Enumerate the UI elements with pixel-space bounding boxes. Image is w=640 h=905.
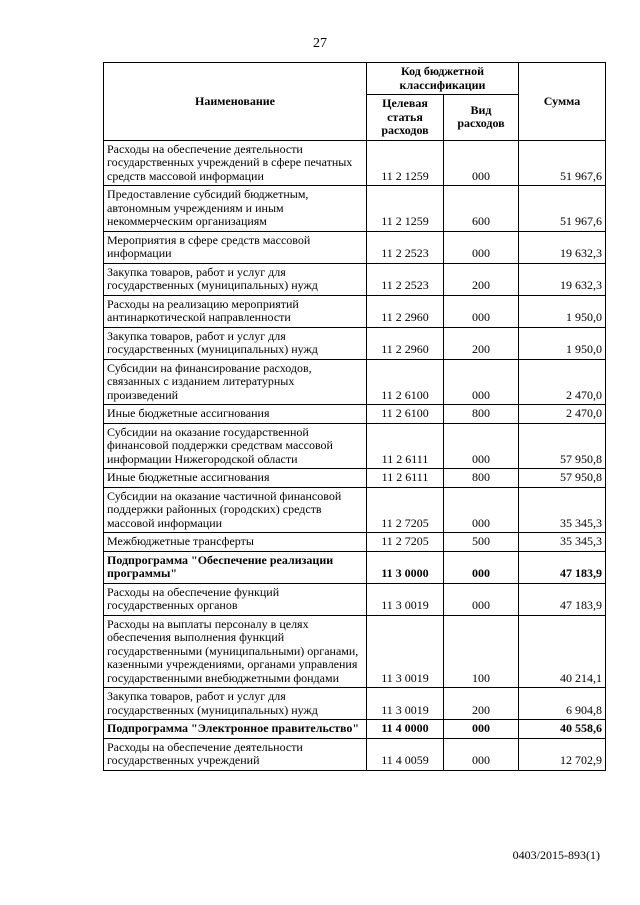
row-sum: 35 345,3 — [519, 533, 606, 552]
row-name: Иные бюджетные ассигнования — [104, 469, 367, 488]
row-sum: 1 950,0 — [519, 327, 606, 359]
row-expense-type: 000 — [444, 551, 519, 583]
row-target-code: 11 2 1259 — [367, 186, 444, 232]
row-sum: 1 950,0 — [519, 295, 606, 327]
header-name: Наименование — [104, 63, 367, 141]
row-target-code: 11 2 2523 — [367, 231, 444, 263]
row-expense-type: 500 — [444, 533, 519, 552]
row-expense-type: 000 — [444, 487, 519, 533]
row-target-code: 11 2 7205 — [367, 533, 444, 552]
row-name: Расходы на обеспечение деятельности государственных учреждений в сфере печатных средств массовой информации — [104, 140, 367, 186]
table-row — [104, 263, 606, 295]
row-sum: 57 950,8 — [519, 423, 606, 469]
table-row — [104, 140, 606, 186]
budget-table — [103, 62, 606, 771]
row-name: Субсидии на оказание государственной финансовой поддержки средствам массовой информации Нижегородской области — [104, 423, 367, 469]
row-expense-type: 000 — [444, 720, 519, 739]
row-expense-type: 800 — [444, 405, 519, 424]
row-expense-type: 000 — [444, 583, 519, 615]
row-name: Подпрограмма "Электронное правительство" — [104, 720, 367, 739]
row-name: Субсидии на оказание частичной финансовой поддержки районных (городских) средств массовой информации — [104, 487, 367, 533]
row-sum: 40 558,6 — [519, 720, 606, 739]
header-sum: Сумма — [519, 63, 606, 141]
row-expense-type: 200 — [444, 688, 519, 720]
table-row — [104, 359, 606, 405]
table-row — [104, 327, 606, 359]
table-row — [104, 551, 606, 583]
row-name: Предоставление субсидий бюджетным, автономным учреждениям и иным некоммерческим организациям — [104, 186, 367, 232]
row-expense-type: 600 — [444, 186, 519, 232]
table-row — [104, 720, 606, 739]
row-expense-type: 800 — [444, 469, 519, 488]
row-expense-type: 000 — [444, 423, 519, 469]
table-body — [104, 140, 606, 770]
row-name: Расходы на реализацию мероприятий антинаркотической направленности — [104, 295, 367, 327]
document-code: 0403/2015-893(1) — [512, 848, 600, 862]
table-row — [104, 423, 606, 469]
row-sum: 51 967,6 — [519, 140, 606, 186]
row-target-code: 11 2 2960 — [367, 327, 444, 359]
row-name: Межбюджетные трансферты — [104, 533, 367, 552]
row-expense-type: 000 — [444, 738, 519, 770]
row-name: Закупка товаров, работ и услуг для государственных (муниципальных) нужд — [104, 327, 367, 359]
table-row — [104, 615, 606, 688]
row-expense-type: 200 — [444, 263, 519, 295]
row-target-code: 11 4 0059 — [367, 738, 444, 770]
header-target-article: Целевая статья расходов — [367, 95, 444, 141]
row-name: Подпрограмма "Обеспечение реализации программы" — [104, 551, 367, 583]
row-expense-type: 200 — [444, 327, 519, 359]
row-sum: 2 470,0 — [519, 405, 606, 424]
row-sum: 35 345,3 — [519, 487, 606, 533]
header-budget-code: Код бюджетной классификации — [367, 63, 519, 95]
row-target-code: 11 2 6111 — [367, 469, 444, 488]
row-expense-type: 000 — [444, 295, 519, 327]
row-target-code: 11 2 2523 — [367, 263, 444, 295]
row-name: Закупка товаров, работ и услуг для государственных (муниципальных) нужд — [104, 688, 367, 720]
table-row — [104, 186, 606, 232]
row-sum: 2 470,0 — [519, 359, 606, 405]
row-name: Иные бюджетные ассигнования — [104, 405, 367, 424]
row-name: Закупка товаров, работ и услуг для государственных (муниципальных) нужд — [104, 263, 367, 295]
row-sum: 51 967,6 — [519, 186, 606, 232]
row-name: Мероприятия в сфере средств массовой информации — [104, 231, 367, 263]
row-name: Субсидии на финансирование расходов, связанных с изданием литературных произведений — [104, 359, 367, 405]
row-name: Расходы на обеспечение деятельности государственных учреждений — [104, 738, 367, 770]
row-target-code: 11 4 0000 — [367, 720, 444, 739]
row-sum: 19 632,3 — [519, 263, 606, 295]
row-target-code: 11 3 0019 — [367, 583, 444, 615]
row-expense-type: 000 — [444, 231, 519, 263]
table-row — [104, 533, 606, 552]
table-row — [104, 405, 606, 424]
row-sum: 57 950,8 — [519, 469, 606, 488]
table-row — [104, 688, 606, 720]
row-sum: 47 183,9 — [519, 583, 606, 615]
row-sum: 40 214,1 — [519, 615, 606, 688]
row-target-code: 11 3 0019 — [367, 688, 444, 720]
table-row — [104, 583, 606, 615]
row-sum: 12 702,9 — [519, 738, 606, 770]
row-target-code: 11 2 6100 — [367, 405, 444, 424]
row-name: Расходы на обеспечение функций государственных органов — [104, 583, 367, 615]
header-expense-type: Вид расходов — [444, 95, 519, 141]
row-sum: 19 632,3 — [519, 231, 606, 263]
row-expense-type: 000 — [444, 359, 519, 405]
table-row — [104, 295, 606, 327]
row-sum: 6 904,8 — [519, 688, 606, 720]
table-row — [104, 738, 606, 770]
page-number: 27 — [313, 36, 327, 51]
row-expense-type: 100 — [444, 615, 519, 688]
table-row — [104, 231, 606, 263]
row-target-code: 11 3 0019 — [367, 615, 444, 688]
table-header — [104, 63, 606, 141]
row-name: Расходы на выплаты персоналу в целях обеспечения выполнения функций государственными (муниципальными) органами, казенными учреждениями, органами управления государственными внебюджетными фондами — [104, 615, 367, 688]
row-target-code: 11 2 1259 — [367, 140, 444, 186]
row-target-code: 11 2 2960 — [367, 295, 444, 327]
row-target-code: 11 2 6111 — [367, 423, 444, 469]
row-target-code: 11 3 0000 — [367, 551, 444, 583]
row-target-code: 11 2 6100 — [367, 359, 444, 405]
table-row — [104, 487, 606, 533]
table-row — [104, 469, 606, 488]
row-expense-type: 000 — [444, 140, 519, 186]
row-sum: 47 183,9 — [519, 551, 606, 583]
row-target-code: 11 2 7205 — [367, 487, 444, 533]
